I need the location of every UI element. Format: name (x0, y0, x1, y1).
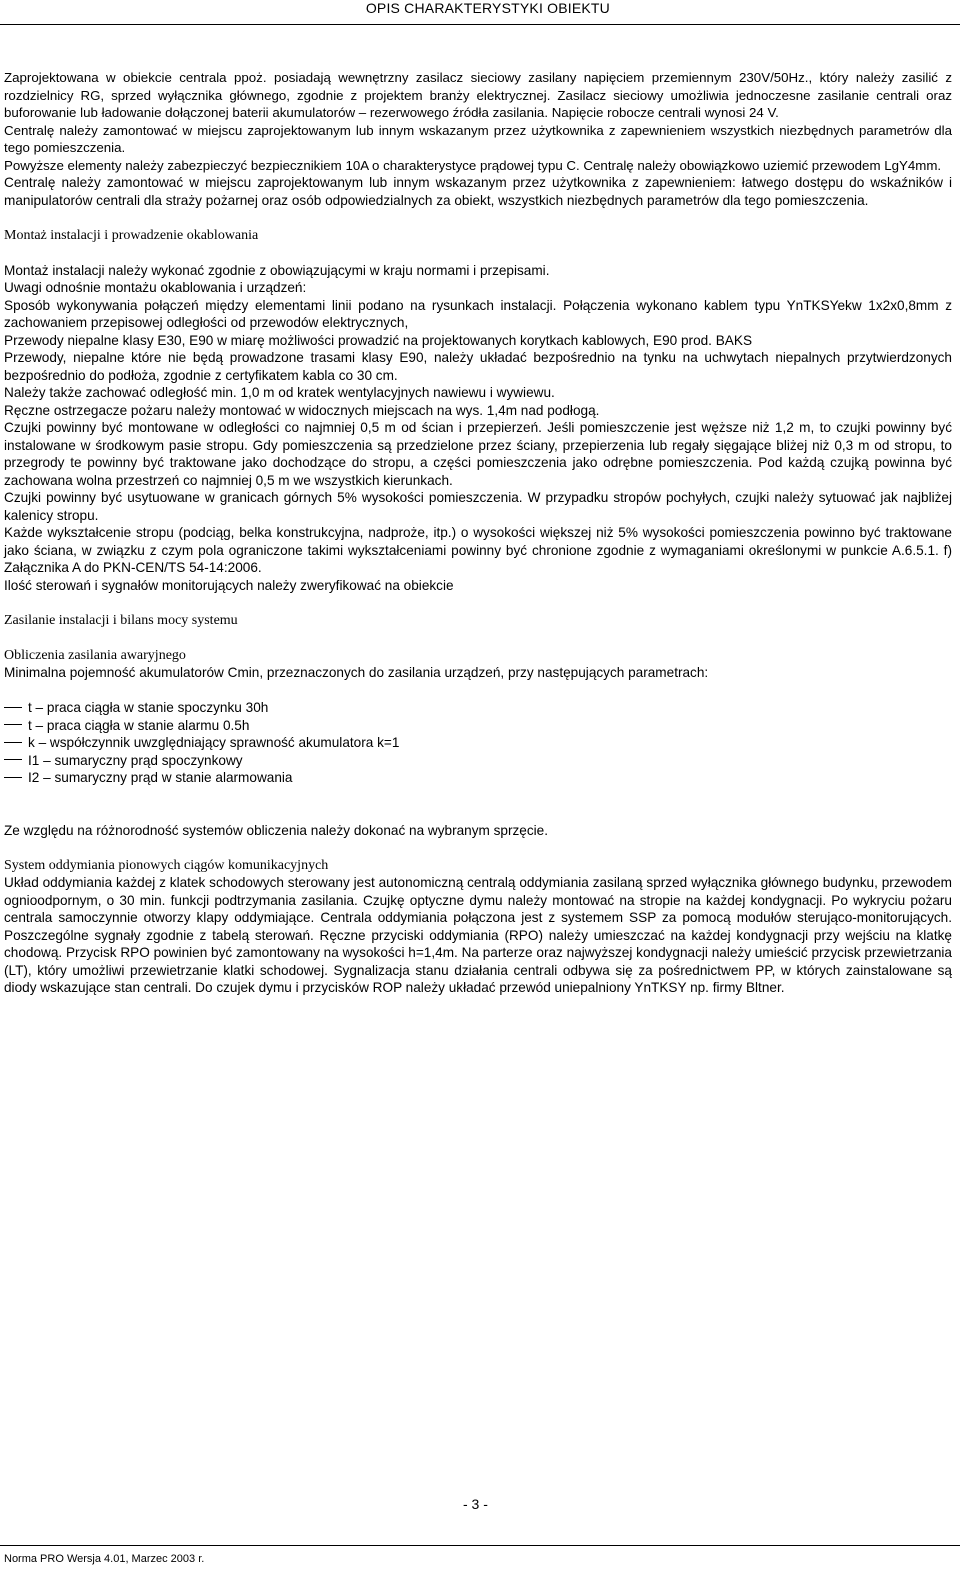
list-item: I2 – sumaryczny prąd w stanie alarmowania (4, 769, 952, 787)
param-symbol: I1 (28, 752, 40, 768)
list-item: I1 – sumaryczny prąd spoczynkowy (4, 752, 952, 770)
zasilanie-paragraph-2: Ze względu na różnorodność systemów obliczenia należy dokonać na wybranym sprzęcie. (4, 822, 549, 838)
list-item: t – praca ciągła w stanie spoczynku 30h (4, 699, 952, 717)
dash-icon (4, 707, 22, 708)
page-header (0, 0, 960, 24)
montaz-paragraph-9: Czujki powinny być usytuowane w granicach górnych 5% wysokości pomieszczenia. W przypadku stropów pochyłych, czujki należy sytuować jak najbliżej kalenicy stropu. (4, 490, 952, 523)
footer-norm: Norma PRO Wersja 4.01, Marzec 2003 r. (4, 1553, 205, 1565)
montaz-paragraph-11: Ilość sterowań i sygnałów monitorujących należy zweryfikować na obiekcie (4, 577, 454, 593)
spacer (4, 244, 952, 262)
param-text: sumaryczny prąd w stanie alarmowania (54, 770, 293, 785)
spacer (4, 594, 952, 612)
zasilanie-paragraph-1: Minimalna pojemność akumulatorów Cmin, przeznaczonych do zasilania urządzeń, przy następujących parametrach: (4, 665, 709, 680)
montaz-paragraph-1: Montaż instalacji należy wykonać zgodnie z obowiązującymi w kraju normami i przepisami. (4, 262, 550, 278)
param-text: sumaryczny prąd spoczynkowy (54, 752, 243, 768)
page-number: - 3 - (463, 1496, 488, 1512)
param-symbol: t (28, 700, 32, 715)
list-item: k – współczynnik uwzględniający sprawność akumulatora k=1 (4, 734, 952, 752)
dash-icon (4, 724, 22, 725)
param-symbol: k (28, 735, 35, 750)
section-heading-montaz: Montaż instalacji i prowadzenie okablowania (4, 227, 259, 243)
param-text: współczynnik uwzględniający sprawność akumulatora k=1 (49, 735, 400, 750)
param-symbol: t (28, 717, 32, 733)
montaz-paragraph-5: Przewody, niepalne które nie będą prowadzone trasami klasy E90, należy układać bezpośrednio na tynku na uchwytach niepalnych przytwierdzonych bezpośrednio do podłoża, zgodnie z certyfikatem kabla co 30 cm. (4, 350, 952, 383)
oddymianie-paragraph-1: Układ oddymiania każdej z klatek schodowych sterowany jest autonomiczną centralą oddymiania zasilaną sprzed wyłącznika głównego budynku, przewodem ognioodpornym, o 30 min. funkcji podtrzymania zasilania. Czujkę optyczne dymu należy montować na stropie na każdej kondygnacji. Po wykryciu pożaru centrala samoczynnie otworzy klapy oddymiające. Centrala oddymiania połączona jest z systemem SSP za pomocą modułów sterująco-monitorujących. Poszczególne sygnały zgodnie z tabelą sterowań. Ręczne przyciski oddymiania (RPO) należy umieszczać na każdej kondygnacji przy wejściu na klatkę chodową. Przycisk RPO powinien być zamontowany na wysokości h=1,4m. Na parterze oraz najwyższej kondygnacji należy umieścić przycisk przewietrzania (LT), który umożliwi przewietrzanie klatki schodowej. Sygnalizacja stanu działania centrali odbywa się za pośrednictwem PP, w których zainstalowane są diody wskazujące stan centrali. Do czujek dymu i przycisków ROP należy układać przewód uniepalniony YnTKSY np. firmy Bltner. (4, 875, 952, 995)
param-text: praca ciągła w stanie spoczynku 30h (46, 700, 269, 715)
subheading-obliczenia: Obliczenia zasilania awaryjnego (4, 647, 186, 663)
parameter-list (4, 699, 952, 787)
spacer (4, 839, 952, 857)
section-heading-oddymianie: System oddymiania pionowych ciągów komunikacyjnych (4, 857, 329, 873)
footer-divider (0, 1545, 960, 1546)
param-symbol: I2 (28, 770, 40, 785)
montaz-paragraph-7: Ręczne ostrzegacze pożaru należy montować w widocznych miejscach na wys. 1,4m nad podłogą. (4, 402, 600, 418)
dash-icon (4, 742, 22, 743)
montaz-paragraph-3: Sposób wykonywania połączeń między elementami linii podano na rysunkach instalacji. Połączenia wykonano kablem typu YnTKSYekw 1x2x0,8mm z zachowaniem przepisowej odległości od przewodów elektrycznych, (4, 297, 952, 330)
intro-paragraph-3: Powyższe elementy należy zabezpieczyć bezpiecznikiem 10A o charakterystyce prądowej typu C. Centralę należy obowiązkowo uziemić przewodem LgY4mm. (4, 157, 942, 173)
section-heading-zasilanie: Zasilanie instalacji i bilans mocy systemu (4, 612, 238, 628)
document-body (4, 69, 952, 997)
montaz-paragraph-6: Należy także zachować odległość min. 1,0 m od kratek wentylacyjnych nawiewu i wywiewu. (4, 385, 555, 400)
spacer (4, 629, 952, 647)
intro-paragraph-1: Zaprojektowana w obiekcie centrala ppoż. posiadają wewnętrzny zasilacz sieciowy zasilany napięciem przemiennym 230V/50Hz., który należy zasilić z rozdzielnicy RG, sprzed wyłącznika głównego, zgodnie z projektem branży elektrycznej. Zasilacz sieciowy umożliwia jednoczesne zasilanie centrali oraz buforowanie lub ładowanie dołączonej baterii akumulatorów – rezerwowego źródła zasilania. Napięcie robocze centrali wynosi 24 V. (4, 70, 952, 120)
montaz-paragraph-2: Uwagi odnośnie montażu okablowania i urządzeń: (4, 280, 307, 295)
header-divider (0, 24, 960, 25)
dash-icon (4, 759, 22, 760)
list-item: t – praca ciągła w stanie alarmu 0.5h (4, 717, 952, 735)
montaz-paragraph-8: Czujki powinny być montowane w odległości co najmniej 0,5 m od ścian i przepierzeń. Jeśli pomieszczenie jest węższe niż 1,2 m, to czujki powinny być instalowane w środkowym pasie stropu. Gdy pomieszczenia są przedzielone przez ściany, przepierzenia lub regały sięgające bliżej niż 0,3 m od stropu, to przegrody te powinny być traktowane jako dochodzące do stropu, a części pomieszczenia jako odrębne pomieszczenia. Pod każdą czujką powinna być zachowana wolna przestrzeń co najmniej 0,5 m we wszystkich kierunkach. (4, 420, 952, 488)
dash-icon (4, 777, 22, 778)
spacer (4, 209, 952, 227)
intro-paragraph-2: Centralę należy zamontować w miejscu zaprojektowanym lub innym wskazanym przez użytkownika z zapewnieniem wszystkich niezbędnych parametrów dla tego pomieszczenia. (4, 122, 952, 155)
spacer (4, 787, 952, 822)
spacer (4, 682, 952, 700)
intro-paragraph-4: Centralę należy zamontować w miejscu zaprojektowanym lub innym wskazanym przez użytkownika z zapewnieniem: łatwego dostępu do wskaźników i manipulatorów centrali dla straży pożarnej oraz osób odpowiedzialnych za obiekt, wszystkich niezbędnych parametrów dla tego pomieszczenia. (4, 175, 952, 208)
header-title: OPIS CHARAKTERYSTYKI OBIEKTU (365, 0, 610, 16)
param-text: praca ciągła w stanie alarmu 0.5h (46, 717, 250, 733)
montaz-paragraph-10: Każde wykształcenie stropu (podciąg, belka konstrukcyjna, nadproże, itp.) o wysokości większej niż 5% wysokości pomieszczenia powinno być traktowane jako ściana, w związku z czym pola ograniczone takimi wykształceniami powinny być chronione zgodnie z wymaganiami określonymi w punkcie A.6.5.1. f) Załącznika A do PKN-CEN/TS 54-14:2006. (4, 525, 952, 575)
montaz-paragraph-4: Przewody niepalne klasy E30, E90 w miarę możliwości prowadzić na projektowanych korytkach kablowych, E90 prod. BAKS (4, 332, 753, 348)
